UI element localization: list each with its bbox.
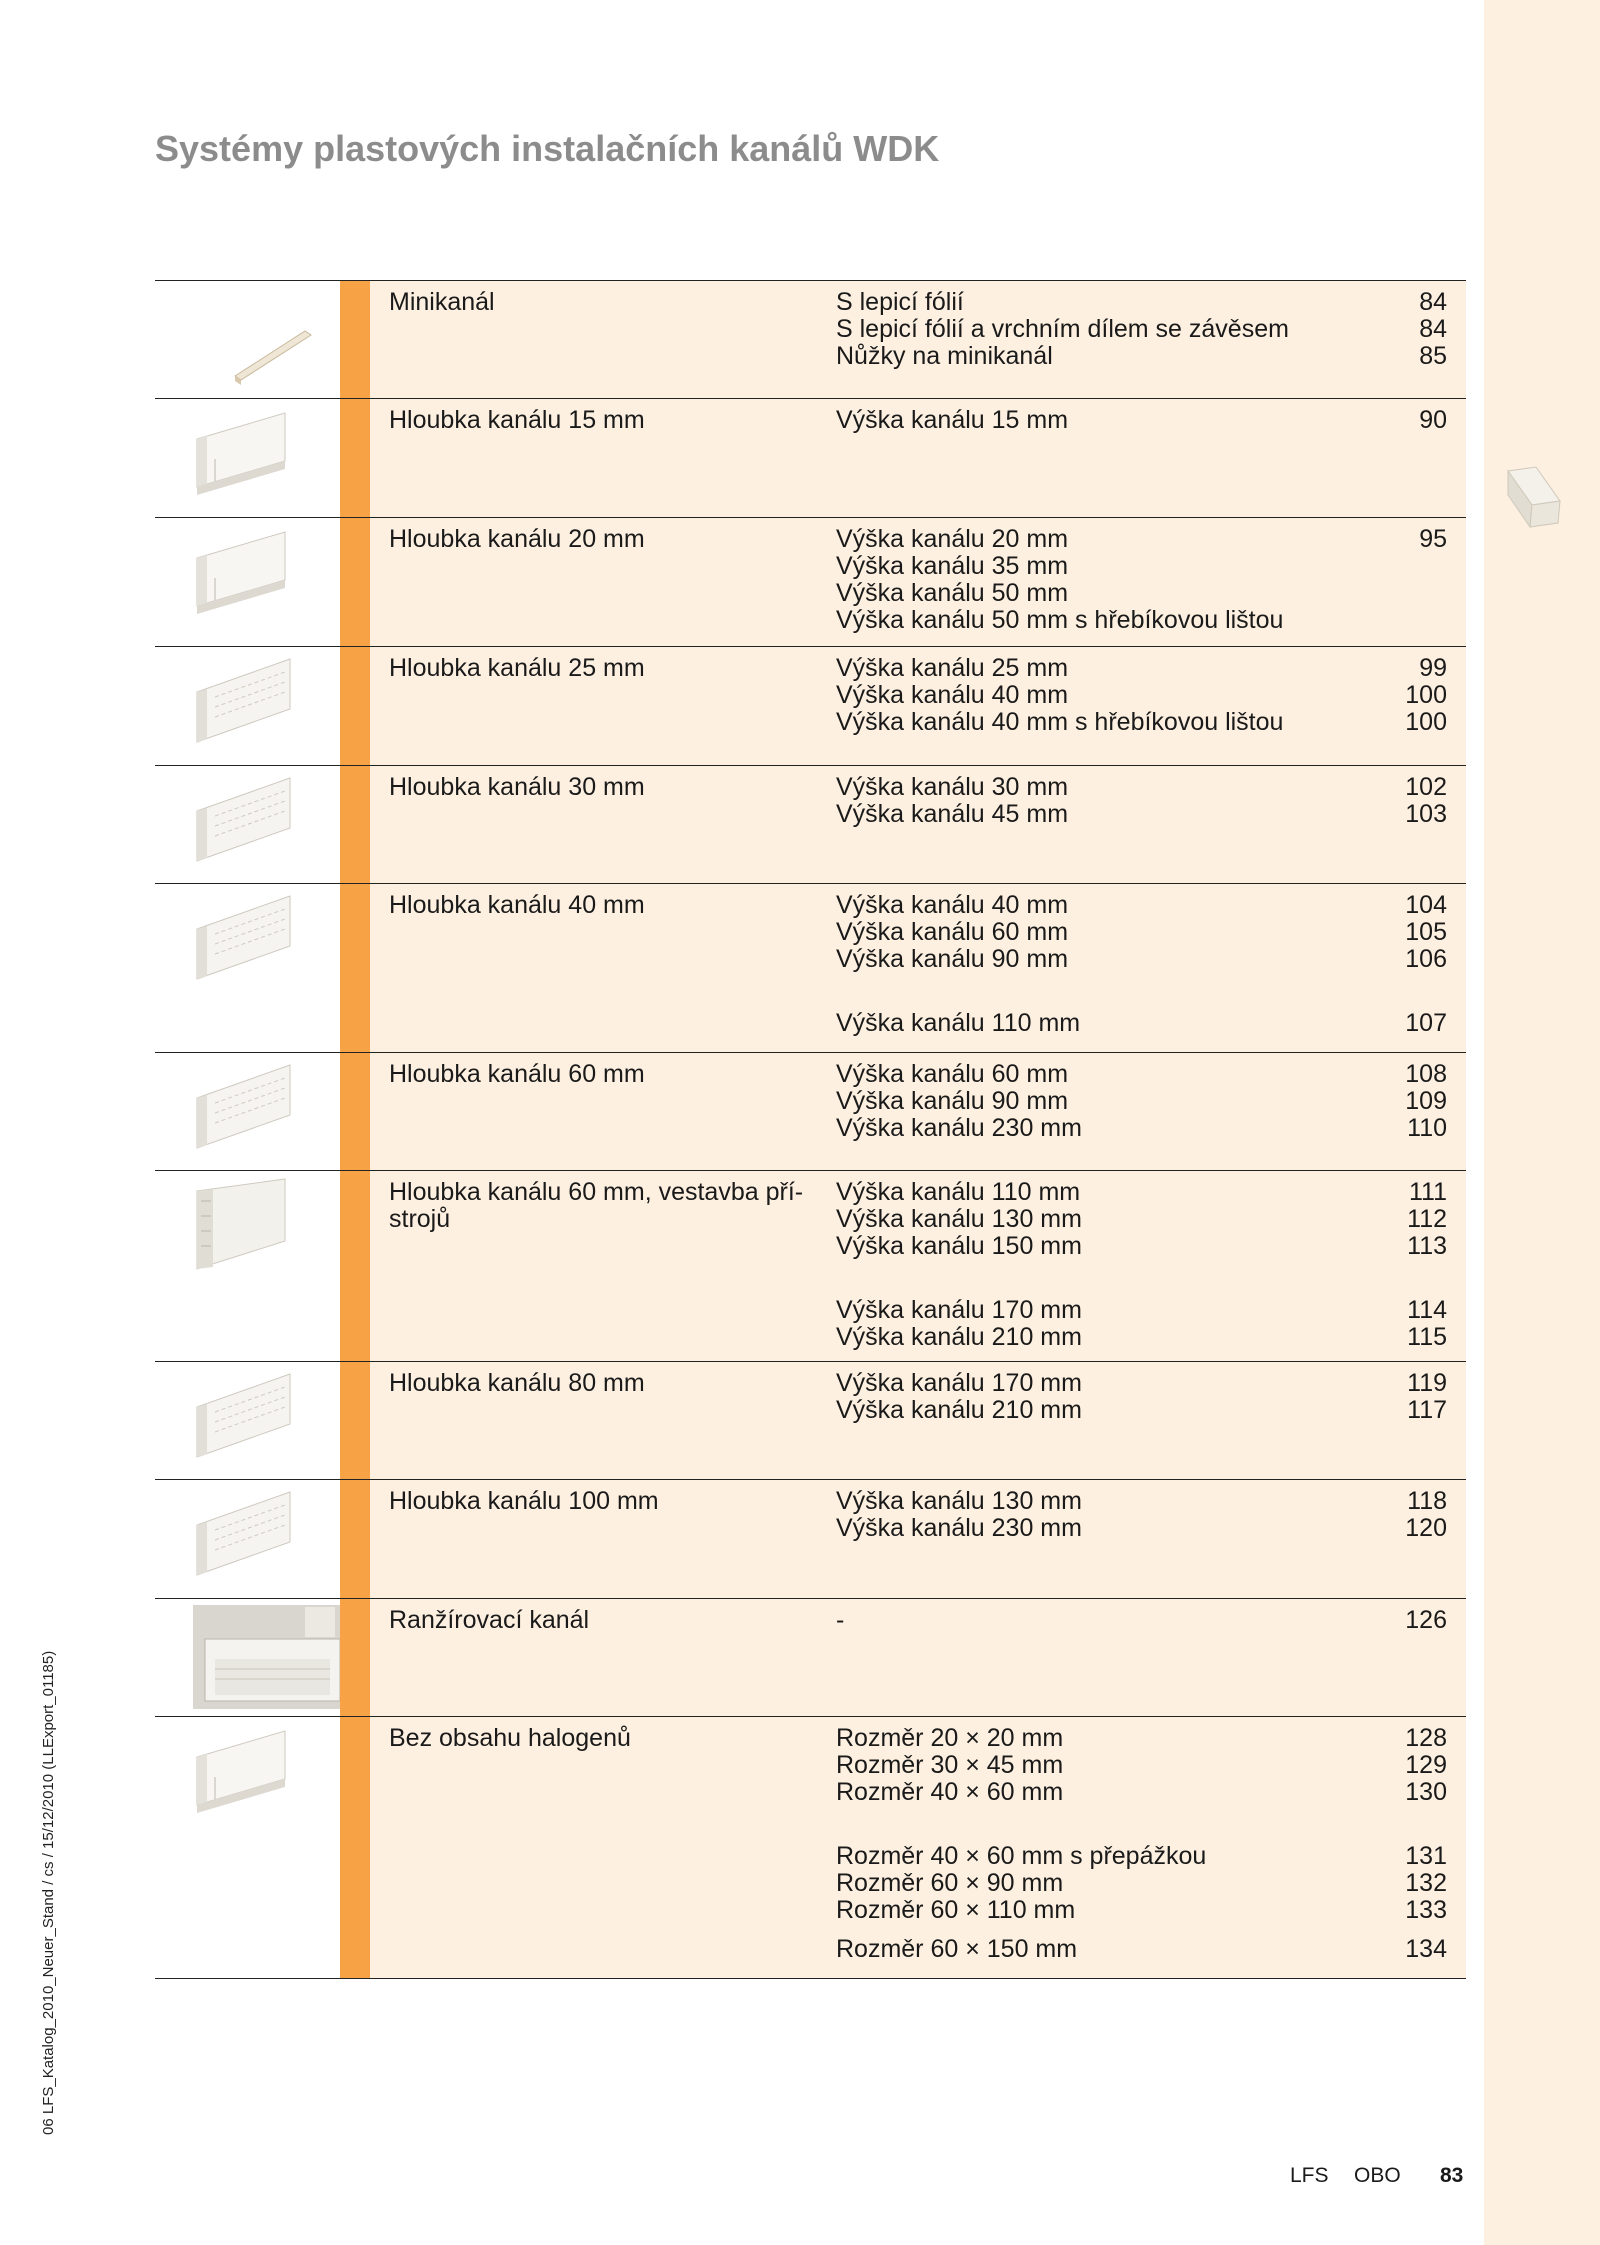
item-label: Výška kanálu 25 mm <box>836 654 1069 682</box>
list-item <box>836 1115 1447 1142</box>
duct-image-icon <box>155 518 340 635</box>
item-page: 126 <box>1405 1606 1447 1634</box>
list-item <box>836 1206 1447 1233</box>
item-label: Výška kanálu 35 mm <box>836 552 1069 580</box>
item-list <box>836 1370 1447 1424</box>
item-page: 134 <box>1405 1935 1447 1963</box>
item-label: Výška kanálu 170 mm <box>836 1296 1082 1324</box>
duct-image-icon <box>155 1053 340 1170</box>
table-row <box>155 1052 1466 1170</box>
item-page: 131 <box>1405 1842 1447 1870</box>
item-label: Výška kanálu 40 mm <box>836 891 1069 919</box>
accent-bar <box>340 1599 370 1716</box>
table-row <box>155 646 1466 765</box>
category-label: Hloubka kanálu 20 mm <box>389 525 645 553</box>
item-label: Výška kanálu 150 mm <box>836 1232 1082 1260</box>
duct-image-icon <box>155 1171 340 1288</box>
category-label: Hloubka kanálu 60 mm, vestavba pří-strojů <box>389 1178 804 1233</box>
accent-bar <box>340 1717 370 1978</box>
item-page: 120 <box>1405 1514 1447 1542</box>
item-list <box>836 1607 1447 1634</box>
table-row <box>155 883 1466 1052</box>
item-label: Výška kanálu 130 mm <box>836 1487 1082 1515</box>
item-page: 109 <box>1405 1087 1447 1115</box>
item-list <box>836 407 1447 434</box>
list-item <box>836 1324 1447 1351</box>
product-thumbnail <box>155 1053 340 1170</box>
list-item <box>836 316 1447 343</box>
item-label: Rozměr 60 × 110 mm <box>836 1896 1076 1924</box>
table-row <box>155 1170 1466 1361</box>
item-label: Výška kanálu 230 mm <box>836 1114 1082 1142</box>
item-page: 85 <box>1419 342 1447 370</box>
duct-image-icon <box>155 399 340 516</box>
item-page: 106 <box>1405 945 1447 973</box>
list-item <box>836 892 1447 919</box>
item-label: Výška kanálu 110 mm <box>836 1009 1081 1037</box>
list-item <box>836 1233 1447 1260</box>
category-label: Hloubka kanálu 15 mm <box>389 406 645 434</box>
item-page: 95 <box>1419 525 1447 553</box>
category-label: Hloubka kanálu 80 mm <box>389 1369 645 1397</box>
item-page: 100 <box>1405 708 1447 736</box>
list-item <box>836 1397 1447 1424</box>
item-page: 130 <box>1405 1778 1447 1806</box>
duct-image-icon <box>155 1362 340 1479</box>
product-thumbnail <box>155 766 340 883</box>
product-thumbnail <box>155 281 340 398</box>
accent-bar <box>340 281 370 398</box>
item-page: 114 <box>1407 1296 1447 1324</box>
list-item <box>836 919 1447 946</box>
duct-thumbnail-icon <box>1506 465 1562 529</box>
item-page: 111 <box>1408 1178 1447 1206</box>
list-item <box>836 1779 1447 1806</box>
item-label: Výška kanálu 40 mm s hřebíkovou lištou <box>836 708 1284 736</box>
category-label: Minikanál <box>389 288 495 316</box>
list-item <box>836 1370 1447 1397</box>
list-item <box>836 1088 1447 1115</box>
duct-image-icon <box>155 766 340 883</box>
item-page: 119 <box>1407 1369 1447 1397</box>
item-page: 133 <box>1405 1896 1447 1924</box>
list-item <box>836 407 1447 434</box>
item-list <box>836 289 1447 370</box>
duct-image-icon <box>155 1480 340 1597</box>
item-page: 112 <box>1407 1205 1447 1233</box>
item-page: 105 <box>1405 918 1447 946</box>
item-label: S lepicí fólií a vrchním dílem se závěsem <box>836 315 1289 343</box>
accent-bar <box>340 766 370 883</box>
item-label: - <box>836 1606 845 1634</box>
category-label: Hloubka kanálu 40 mm <box>389 891 645 919</box>
table-row <box>155 280 1466 398</box>
item-label: Výška kanálu 130 mm <box>836 1205 1082 1233</box>
item-label: Výška kanálu 90 mm <box>836 945 1069 973</box>
item-page: 100 <box>1405 681 1447 709</box>
item-label: Rozměr 40 × 60 mm <box>836 1778 1064 1806</box>
list-item <box>836 1752 1447 1779</box>
item-label: Výška kanálu 110 mm <box>836 1178 1081 1206</box>
accent-bar <box>340 399 370 517</box>
item-label: Výška kanálu 60 mm <box>836 1060 1069 1088</box>
list-item <box>836 1843 1447 1870</box>
item-page: 110 <box>1407 1114 1447 1142</box>
list-item <box>836 655 1447 682</box>
item-label: Výška kanálu 45 mm <box>836 800 1069 828</box>
list-item <box>836 1010 1447 1037</box>
list-item <box>836 1515 1447 1542</box>
item-page: 128 <box>1405 1724 1447 1752</box>
page-title: Systémy plastových instalačních kanálů WDK <box>155 128 940 169</box>
item-label: Nůžky na minikanál <box>836 342 1053 370</box>
list-item <box>836 1936 1447 1963</box>
item-label: Rozměr 30 × 45 mm <box>836 1751 1064 1779</box>
list-item <box>836 1725 1447 1752</box>
table-row <box>155 398 1466 517</box>
item-label: Výška kanálu 170 mm <box>836 1369 1082 1397</box>
list-item <box>836 526 1447 553</box>
product-thumbnail <box>155 518 340 646</box>
list-item <box>836 289 1447 316</box>
category-label: Hloubka kanálu 100 mm <box>389 1487 659 1515</box>
product-thumbnail <box>155 1717 340 1978</box>
footer-brand-lfs: LFS <box>1290 2164 1329 2187</box>
product-thumbnail <box>155 1362 340 1479</box>
list-item <box>836 1297 1447 1324</box>
product-thumbnail <box>155 399 340 517</box>
product-thumbnail <box>155 1171 340 1361</box>
list-item <box>836 1607 1447 1634</box>
item-page: 90 <box>1419 406 1447 434</box>
accent-bar <box>340 1171 370 1361</box>
item-label: Rozměr 60 × 150 mm <box>836 1935 1078 1963</box>
item-list <box>836 1179 1447 1351</box>
item-page: 102 <box>1405 773 1447 801</box>
item-label: S lepicí fólií <box>836 288 964 316</box>
item-page: 107 <box>1405 1009 1447 1037</box>
duct-image-icon <box>155 884 340 1001</box>
category-label: Bez obsahu halogenů <box>389 1724 631 1752</box>
item-page: 104 <box>1405 891 1447 919</box>
item-label: Výška kanálu 15 mm <box>836 406 1069 434</box>
accent-bar <box>340 1362 370 1479</box>
item-page: 84 <box>1419 315 1447 343</box>
accent-bar <box>340 1480 370 1598</box>
item-label: Výška kanálu 90 mm <box>836 1087 1069 1115</box>
category-label: Ranžírovací kanál <box>389 1606 590 1634</box>
item-label: Rozměr 60 × 90 mm <box>836 1869 1064 1897</box>
list-item <box>836 580 1447 607</box>
table-row <box>155 1479 1466 1598</box>
item-page: 99 <box>1419 654 1447 682</box>
list-item <box>836 774 1447 801</box>
list-item <box>836 682 1447 709</box>
item-page: 115 <box>1407 1323 1447 1351</box>
item-label: Výška kanálu 50 mm <box>836 579 1069 607</box>
item-page: 113 <box>1407 1232 1447 1260</box>
item-list <box>836 892 1447 1037</box>
item-label: Výška kanálu 230 mm <box>836 1514 1082 1542</box>
table-row <box>155 765 1466 883</box>
item-page: 84 <box>1419 288 1447 316</box>
list-item <box>836 553 1447 580</box>
table-row <box>155 1598 1466 1716</box>
accent-bar <box>340 884 370 1052</box>
footer-brand-obo: OBO <box>1354 2164 1401 2187</box>
product-thumbnail <box>155 1599 340 1716</box>
item-label: Rozměr 40 × 60 mm s přepážkou <box>836 1842 1207 1870</box>
list-item <box>836 607 1447 634</box>
duct-image-icon <box>155 1599 340 1716</box>
item-page: 108 <box>1405 1060 1447 1088</box>
list-item <box>836 1488 1447 1515</box>
list-item <box>836 946 1447 973</box>
item-label: Výška kanálu 40 mm <box>836 681 1069 709</box>
duct-image-icon <box>155 647 340 764</box>
list-item <box>836 1061 1447 1088</box>
item-label: Výška kanálu 50 mm s hřebíkovou lištou <box>836 606 1284 634</box>
category-label: Hloubka kanálu 60 mm <box>389 1060 645 1088</box>
list-item <box>836 343 1447 370</box>
side-note: 06 LFS_Katalog_2010_Neuer_Stand / cs / 15/12/2010 (LLExport_01185) <box>40 1650 57 2135</box>
item-label: Výška kanálu 30 mm <box>836 773 1069 801</box>
category-label: Hloubka kanálu 30 mm <box>389 773 645 801</box>
accent-bar <box>340 647 370 765</box>
table-row <box>155 1361 1466 1479</box>
item-page: 132 <box>1405 1869 1447 1897</box>
item-label: Výška kanálu 60 mm <box>836 918 1069 946</box>
product-thumbnail <box>155 884 340 1052</box>
item-page: 117 <box>1407 1396 1447 1424</box>
duct-image-icon <box>155 1717 340 1834</box>
item-list <box>836 655 1447 736</box>
list-item <box>836 1179 1447 1206</box>
category-label: Hloubka kanálu 25 mm <box>389 654 645 682</box>
page-number: 83 <box>1440 2164 1464 2187</box>
item-list <box>836 774 1447 828</box>
table-row <box>155 517 1466 646</box>
item-list <box>836 1488 1447 1542</box>
product-thumbnail <box>155 1480 340 1598</box>
list-item <box>836 801 1447 828</box>
item-list <box>836 1725 1447 1963</box>
accent-bar <box>340 1053 370 1170</box>
item-label: Výška kanálu 210 mm <box>836 1323 1082 1351</box>
list-item <box>836 1897 1447 1924</box>
item-page: 118 <box>1407 1487 1447 1515</box>
duct-image-icon <box>155 281 340 398</box>
side-strip <box>1484 0 1600 2245</box>
table-row <box>155 1716 1466 1979</box>
list-item <box>836 1870 1447 1897</box>
list-item <box>836 709 1447 736</box>
item-list <box>836 526 1447 634</box>
item-label: Výška kanálu 20 mm <box>836 525 1069 553</box>
product-thumbnail <box>155 647 340 765</box>
catalog-table <box>155 280 1466 1979</box>
item-label: Výška kanálu 210 mm <box>836 1396 1082 1424</box>
item-label: Rozměr 20 × 20 mm <box>836 1724 1064 1752</box>
item-list <box>836 1061 1447 1142</box>
item-page: 129 <box>1405 1751 1447 1779</box>
item-page: 103 <box>1405 800 1447 828</box>
accent-bar <box>340 518 370 646</box>
